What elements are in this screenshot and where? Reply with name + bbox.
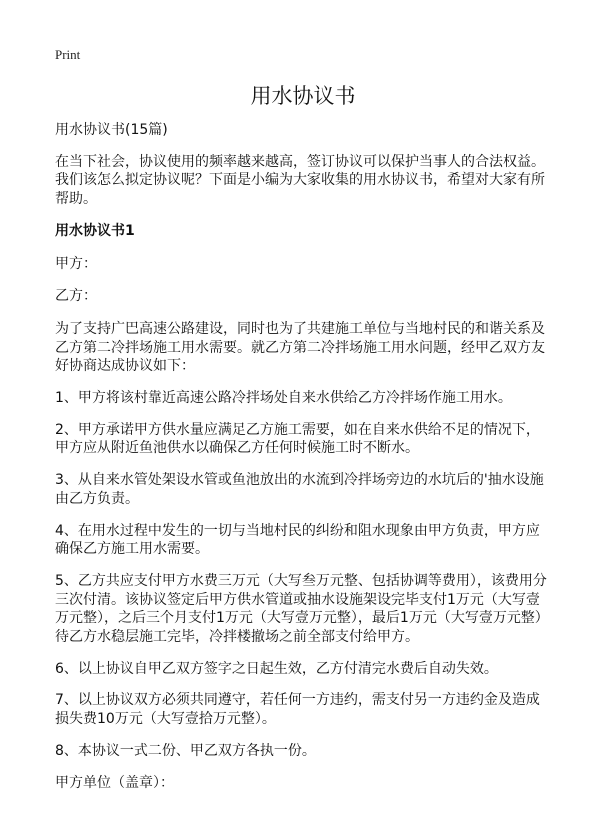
clause-2: 2、甲方承诺甲方供水量应满足乙方施工需要，如在自来水供给不足的情况下，甲方应从附近鱼池供水以确保乙方任何时候施工时不断水。 [55, 421, 540, 457]
clause-7: 7、以上协议双方必须共同遵守，若任何一方违约，需支付另一方违约金及造成损失费10万元（大写壹拾万元整）。 [55, 692, 540, 728]
signature-party-a: 甲方单位（盖章）： [55, 774, 174, 791]
intro-paragraph: 在当下社会，协议使用的频率越来越高，签订协议可以保护当事人的合法权益。我们该怎么拟定协议呢？下面是小编为大家收集的用水协议书，希望对大家有所帮助。 [55, 153, 545, 208]
document-title: 用水协议书 [250, 84, 356, 108]
section-heading: 用水协议书1 [55, 222, 135, 239]
preamble-paragraph: 为了支持广巴高速公路建设，同时也为了共建施工单位与当地村民的和谐关系及乙方第二冷拌场施工用水需要。就乙方第二冷拌场施工用水问题，经甲乙双方友好协商达成协议如下： [55, 320, 545, 375]
subtitle: 用水协议书(15篇) [55, 122, 168, 138]
party-b: 乙方： [55, 288, 97, 305]
party-a: 甲方： [55, 255, 97, 272]
document-body [55, 121, 551, 805]
print-link[interactable]: Print [55, 47, 81, 62]
clause-1: 1、甲方将该村靠近高速公路冷拌场处自来水供给乙方冷拌场作施工用水。 [55, 390, 512, 407]
clause-8: 8、本协议一式二份、甲乙双方各执一份。 [55, 742, 316, 759]
clause-6: 6、以上协议自甲乙双方签字之日起生效，乙方付清完水费后自动失效。 [55, 660, 498, 677]
clause-4: 4、在用水过程中发生的一切与当地村民的纠纷和阻水现象由甲方负责，甲方应确保乙方施工用水需要。 [55, 522, 540, 558]
clause-5: 5、乙方共应支付甲方水费三万元（大写叁万元整、包括协调等费用），该费用分三次付清。该协议签定后甲方供水管道或抽水设施架设完毕支付1万元（大写壹万元整），之后三个月支付1万元（大写壹万元整），最后1万元（大写壹万元整）待乙方水稳层施工完毕，冷拌楼撤场之前全部支付给甲方。 [55, 572, 549, 646]
clause-3: 3、从自来水管处架设水管或鱼池放出的水流到冷拌场旁边的水坑后的'抽水设施由乙方负责。 [55, 472, 544, 507]
